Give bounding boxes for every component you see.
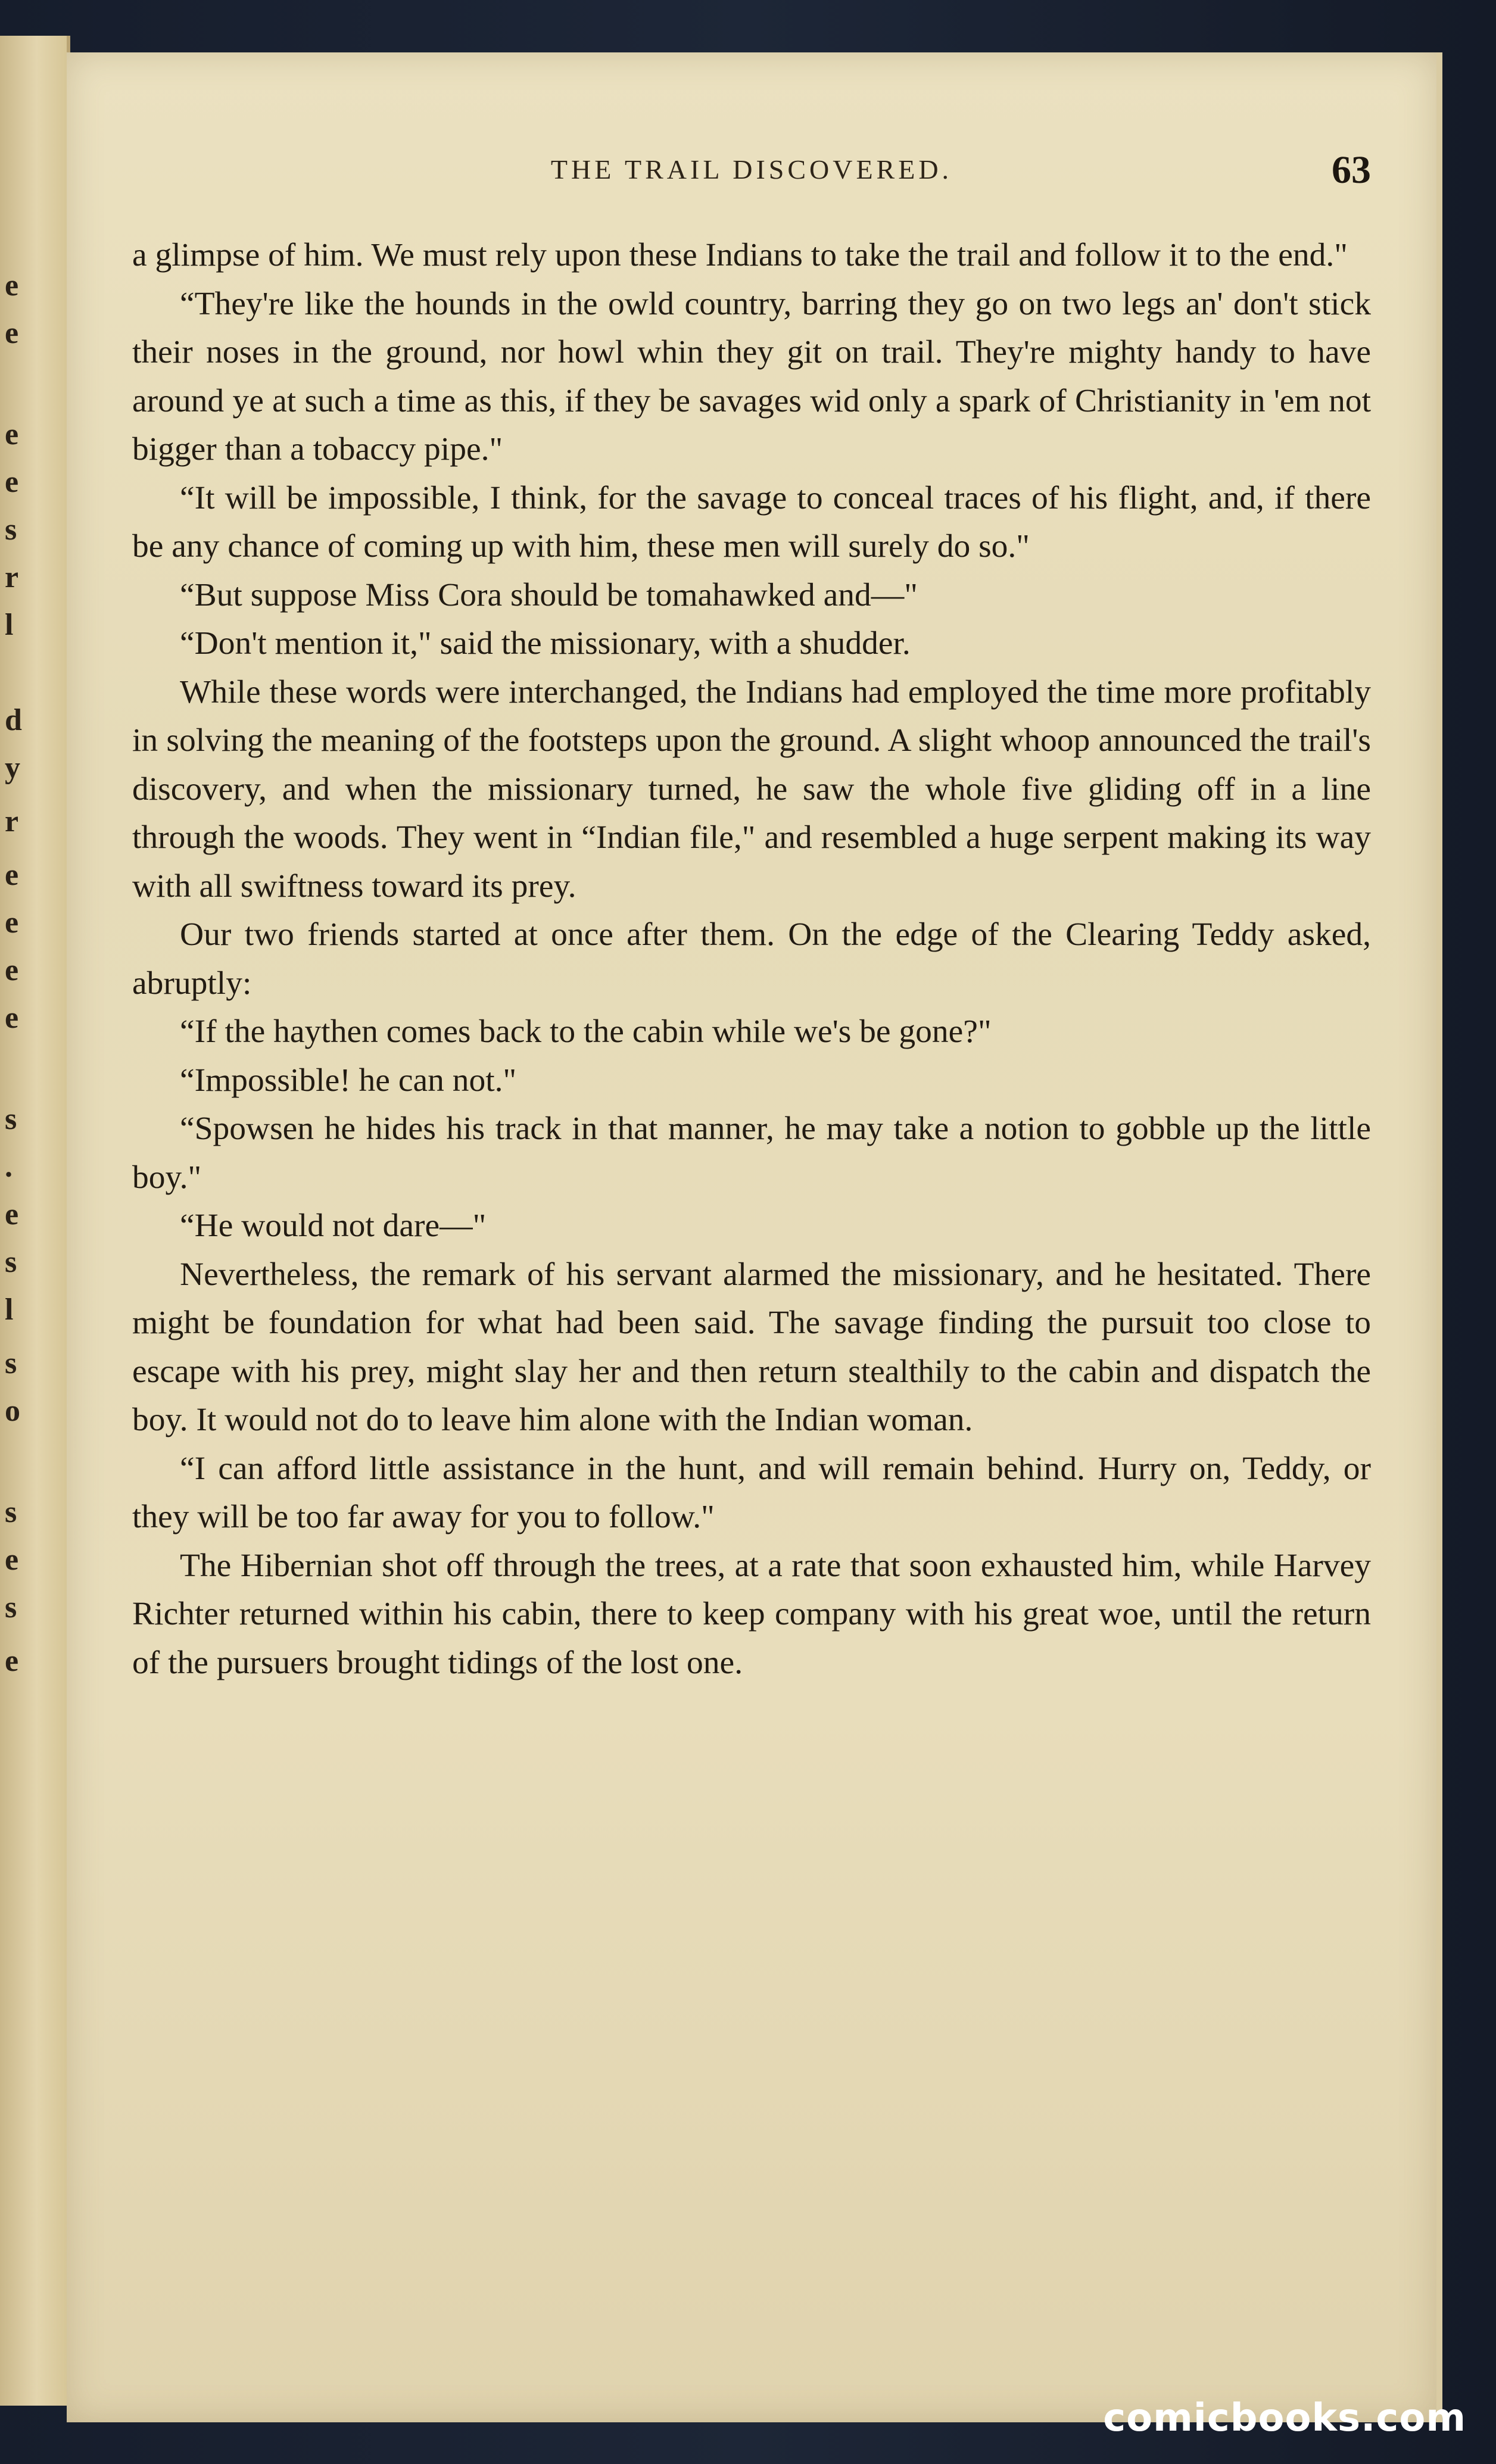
paragraph: “Spowsen he hides his track in that manner, he may take a notion to gobble up the little boy.": [132, 1111, 1371, 1196]
paragraph: The Hibernian shot off through the trees, at a rate that soon exhausted him, while Harvey Richter returned within his cabin, there to keep company with his great woe, until the return of the pursuers brought tidings of the lost one.: [132, 1547, 1371, 1681]
paragraph: Nevertheless, the remark of his servant alarmed the missionary, and he hesitated. There might be foundation for what had been said. The savage finding the pursuit too close to escape with his prey, might slay her and then return stealthily to the cabin and dispatch the boy. It would not do to leave him alone with the Indian woman.: [132, 1256, 1371, 1438]
edge-glyph: l: [5, 608, 14, 642]
previous-page-edge: [0, 36, 70, 2406]
edge-glyph: e: [5, 953, 19, 987]
page-number: 63: [1332, 148, 1371, 192]
paragraph: “I can afford little assistance in the hunt, and will remain behind. Hurry on, Teddy, or they will be too far away for you to follow.": [132, 1450, 1371, 1535]
edge-glyph: l: [5, 1293, 14, 1327]
paragraph: “They're like the hounds in the owld country, barring they go on two legs an' don't stick their noses in the ground, nor howl whin they git on trail. They're mighty handy to have around ye at such a time as this, if they be savages wid only a spark of Christianity in 'em not bigger than a tobaccy pipe.": [132, 285, 1371, 467]
edge-glyph: r: [5, 804, 19, 838]
paragraph: “If the haythen comes back to the cabin while we's be gone?": [180, 1013, 992, 1050]
edge-glyph: r: [5, 560, 19, 594]
edge-glyph: s: [5, 1102, 17, 1136]
paragraph: “He would not dare—": [180, 1208, 487, 1244]
edge-glyph: e: [5, 316, 19, 350]
edge-glyph: e: [5, 1543, 19, 1577]
book-page: [67, 52, 1442, 2422]
edge-glyph: e: [5, 465, 19, 499]
edge-glyph: e: [5, 858, 19, 892]
edge-glyph: e: [5, 417, 19, 451]
paragraph: “It will be impossible, I think, for the savage to conceal traces of his flight, and, if there be any chance of coming up with him, these men will surely do so.": [132, 479, 1371, 564]
edge-glyph: s: [5, 513, 17, 547]
edge-glyph: e: [5, 269, 19, 302]
edge-glyph: y: [5, 751, 20, 785]
site-watermark: comicbooks.com: [1103, 2396, 1466, 2440]
paragraph: Our two friends started at once after them. On the edge of the Clearing Teddy asked, abruptly:: [132, 916, 1371, 1002]
edge-glyph: d: [5, 703, 22, 737]
edge-glyph: e: [5, 906, 19, 940]
edge-glyph: o: [5, 1394, 20, 1428]
chapter-running-title: THE TRAIL DISCOVERED.: [550, 154, 953, 185]
edge-glyph: s: [5, 1590, 17, 1624]
body-text: [132, 231, 1371, 1687]
running-head: [67, 148, 1436, 195]
edge-glyph: s: [5, 1346, 17, 1380]
edge-glyph: s: [5, 1495, 17, 1529]
paragraph: a glimpse of him. We must rely upon these Indians to take the trail and follow it to the end.": [132, 237, 1348, 273]
edge-glyph: e: [5, 1644, 19, 1678]
paragraph: While these words were interchanged, the Indians had employed the time more profitably in solving the meaning of the footsteps upon the ground. A slight whoop announced the trail's discovery, and when the missionary turned, he saw the whole five gliding off in a line through the woods. They went in “Indian file," and resembled a huge serpent making its way with all swiftness toward its prey.: [132, 673, 1371, 904]
edge-glyph: e: [5, 1197, 19, 1231]
edge-glyph: s: [5, 1245, 17, 1279]
paragraph: “But suppose Miss Cora should be tomahawked and—": [180, 576, 918, 613]
paragraph: “Don't mention it," said the missionary, with a shudder.: [180, 625, 911, 662]
edge-glyph: e: [5, 1001, 19, 1035]
paragraph: “Impossible! he can not.": [180, 1062, 517, 1099]
edge-glyph: .: [5, 1150, 13, 1184]
